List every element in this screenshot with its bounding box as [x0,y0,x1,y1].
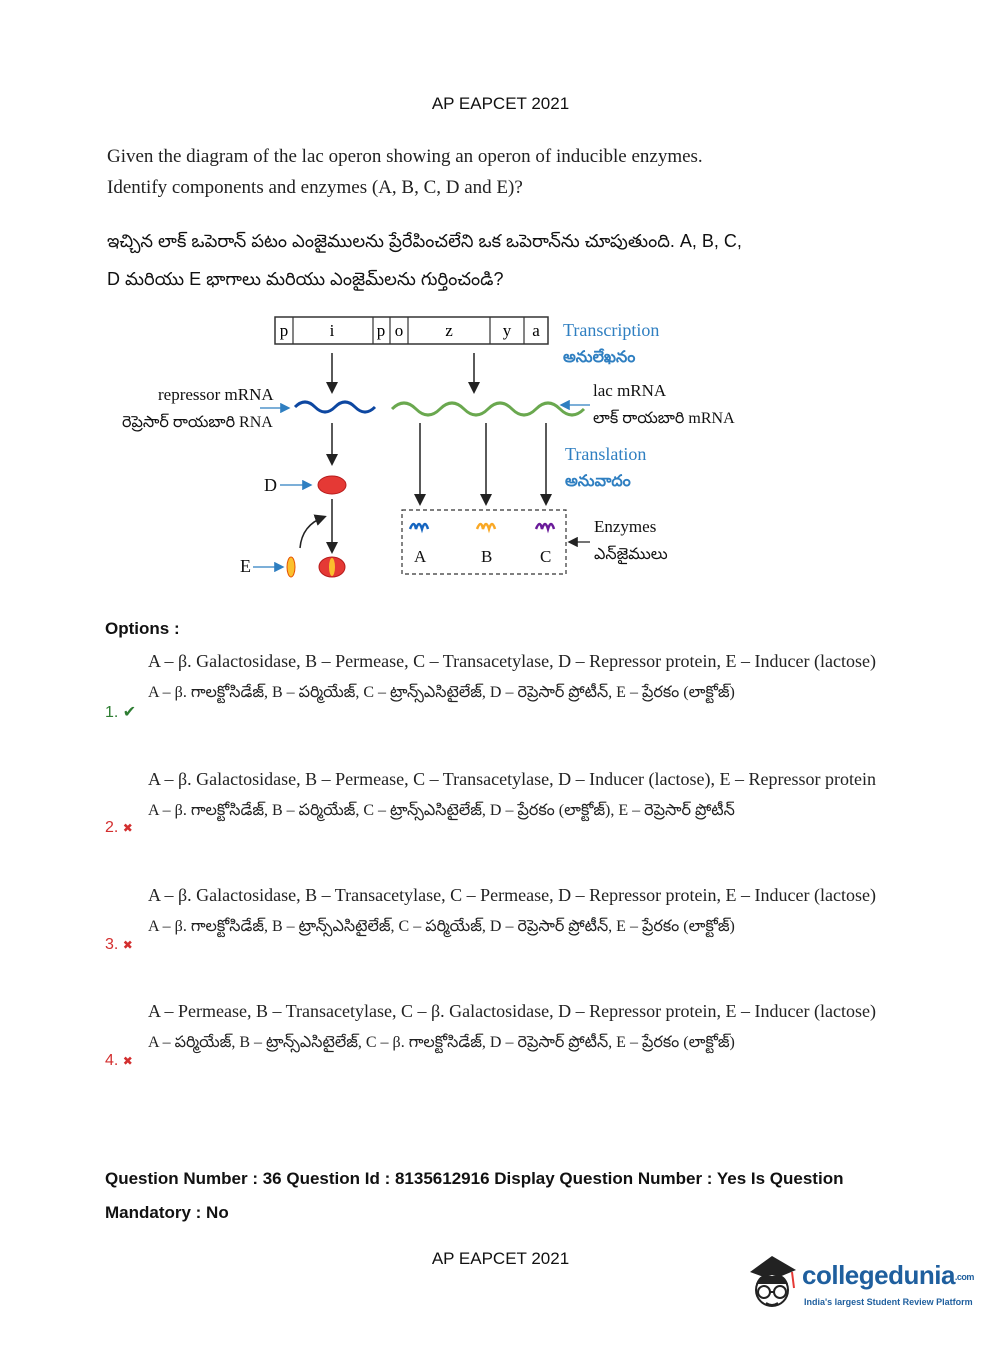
option-3-english: A – β. Galactosidase, B – Transacetylase, C – Permease, D – Repressor protein, E – Inducer (lactose) [148,885,876,905]
option-1-english: A – β. Galactosidase, B – Permease, C – Transacetylase, D – Repressor protein, E – Inducer (lactose) [148,651,876,671]
lac-mrna-label-en: lac mRNA [593,381,667,400]
repressor-mrna-wave [295,402,375,412]
transcription-label-te: అనులేఖనం [563,349,636,366]
page-footer: AP EAPCET 2021 [431,1249,570,1268]
question-text-english: Given the diagram of the lac operon showing an operon of inducible enzymes. Identify components and enzymes (A, B, C, D and E)? [107,146,703,198]
enzyme-c-shape [536,524,554,529]
translation-label-en: Translation [565,444,647,464]
repressor-protein-shape [318,476,346,494]
gene-z: z [445,321,453,340]
gene-y: y [502,321,512,340]
page-header: AP EAPCET 2021 [431,94,570,113]
option-4-telugu: A – పర్మియేజ్, B – ట్రాన్స్ఎసిటైలేజ్, C – β. గాలక్టోసిడేజ్, D – రెప్రెసార్ ప్రోటీన్, E – ప్రేరకం (లాక్టోజ్) [148,1034,735,1051]
repressor-mrna-label-en: repressor mRNA [158,385,274,404]
inducer-shape [287,557,295,577]
enzyme-b-shape [477,524,495,529]
gene-p2: p [376,321,386,340]
transcription-label-en: Transcription [563,320,660,340]
question-meta-line2: Mandatory : No [105,1203,229,1222]
lac-mrna-wave [392,403,584,415]
options-label: Options : [105,619,180,638]
cross-icon: ✖ [122,821,133,835]
mascot-icon [742,1250,802,1314]
check-icon: ✔ [122,704,137,721]
question-text-telugu: ఇచ్చిన లాక్ ఒపెరాన్ పటం ఎంజైములను ప్రేరేపించలేని ఒక ఒపెరాన్‌ను చూపుతుంది. A, B, C, D మరియు E భాగాలు మరియు ఎంజైమ్‌లను గుర్తించండి? [107,231,742,289]
option-1-number[interactable]: 1. ✔ [105,704,137,721]
option-2-english: A – β. Galactosidase, B – Permease, C – Transacetylase, D – Inducer (lactose), E – Repressor protein [148,769,876,789]
lac-mrna-label-te: లాక్ రాయబారి mRNA [593,410,735,427]
enzyme-a-shape [410,524,428,529]
gene-o: o [394,321,404,340]
question-meta [105,1162,905,1230]
gene-i: i [329,321,335,340]
label-e: E [240,556,251,576]
label-a: A [414,547,427,566]
collegedunia-logo[interactable] [742,1250,972,1320]
translation-label-te: అనువాదం [565,473,631,490]
option-4-number[interactable]: 4. ✖ [105,1052,133,1069]
label-b: B [481,547,493,566]
enzymes-label-te: ఎన్‌జైములు [594,546,668,563]
cross-icon: ✖ [122,1054,133,1068]
option-2-telugu: A – β. గాలక్టోసిడేజ్, B – పర్మియేజ్, C – ట్రాన్స్ఎసిటైలేజ్, D – ప్రేరకం (లాక్టోజ్), E – రెప్రెసార్ ప్రోటీన్ [148,802,735,819]
label-c: C [540,547,552,566]
repressor-mrna-label-te: రెప్రెసార్ రాయబారి RNA [122,414,273,431]
enzymes-label-en: Enzymes [594,517,657,536]
option-4-english: A – Permease, B – Transacetylase, C – β. Galactosidase, D – Repressor protein, E – Inducer (lactose) [148,1001,876,1021]
option-3-number[interactable]: 3. ✖ [105,936,133,953]
logo-wordmark: collegedunia.com [802,1260,974,1290]
logo-tagline: India's largest Student Review Platform [804,1297,973,1307]
gene-p1: p [279,321,289,340]
option-1-telugu: A – β. గాలక్టోసిడేజ్, B – పర్మియేజ్, C – ట్రాన్స్ఎసిటైలేజ్, D – రెప్రెసార్ ప్రోటీన్, E – ప్రేరకం (లాక్టోజ్) [148,684,735,701]
option-2-number[interactable]: 2. ✖ [105,819,133,836]
cross-icon: ✖ [122,938,133,952]
option-3-telugu: A – β. గాలక్టోసిడేజ్, B – ట్రాన్స్ఎసిటైలేజ్, C – పర్మియేజ్, D – రెప్రెసార్ ప్రోటీన్, E – ప్రేరకం (లాక్టోజ్) [148,918,735,935]
label-d: D [264,475,277,495]
question-meta-line1: Question Number : 36 Question Id : 8135612916 Display Question Number : Yes Is Question [105,1169,844,1188]
gene-a: a [532,321,540,340]
